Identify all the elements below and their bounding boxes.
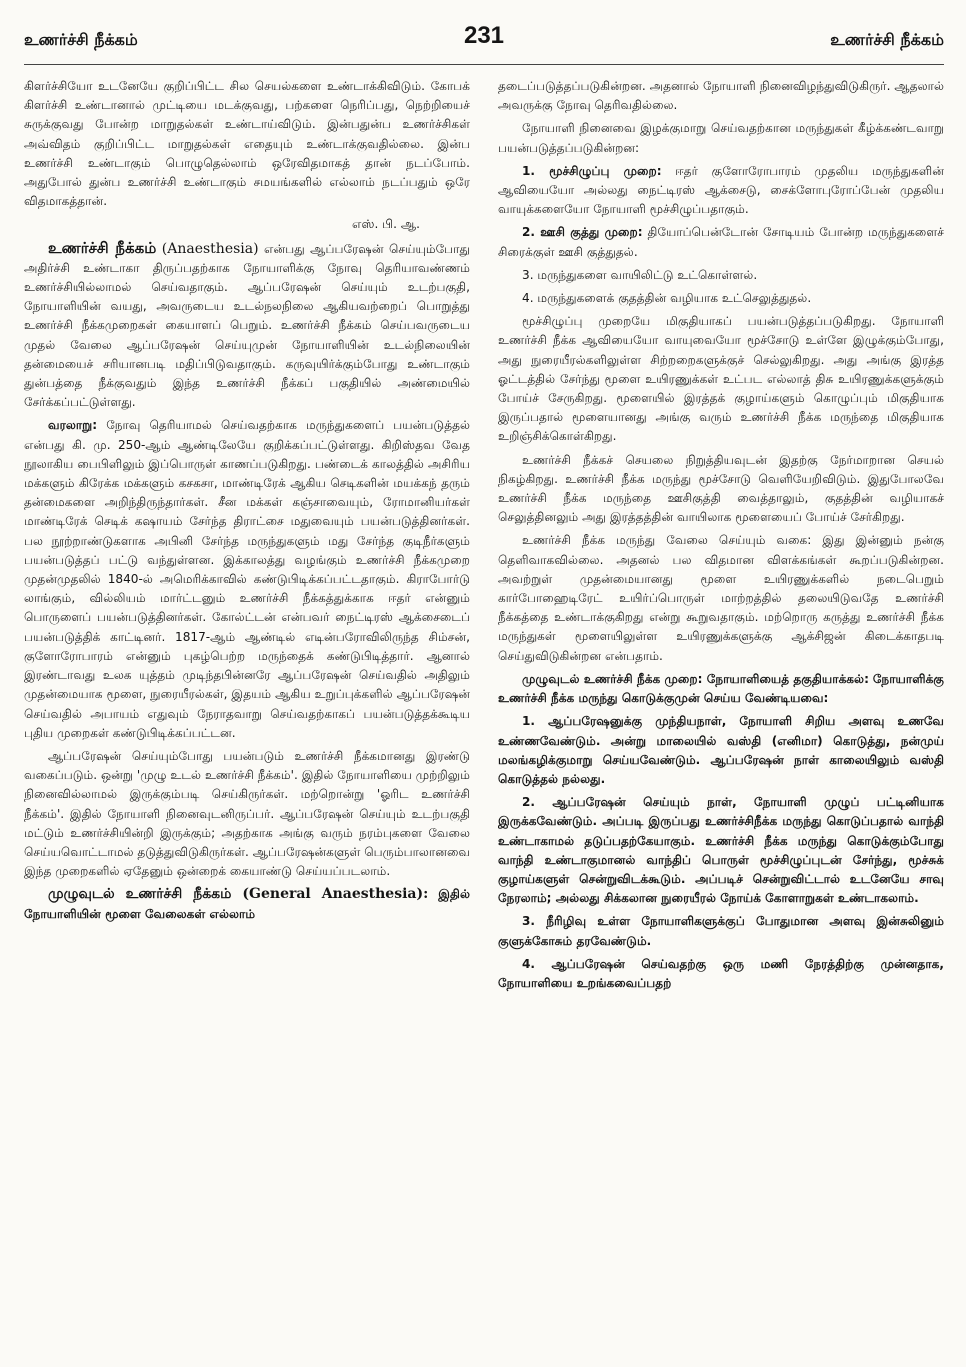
preparation-text: நோயாளிக்கு உணர்ச்சி நீக்க மருந்து கொடுக்குமுன் செய்ய வேண்டியவை: [498, 671, 944, 706]
paragraph-continued-right: தடைப்படுத்தப்படுகின்றன. அதனால் நோயாளி நினைவிழந்துவிடுகிருர். ஆதலால் அவருக்கு நோவு தெரிவதில்லை. [498, 79, 944, 113]
inhalation-paragraph: மூச்சிழுப்பு முறையே மிகுதியாகப் பயன்படுத்தப்படுகிறது. நோயாளி உணர்ச்சி நீக்க ஆவியையோ வாயுவையோ மூச்சோடு உள்ளே இழுக்கும்போது, அது நுரையீரல்களிலுள்ள சிற்றறைகளுக்குச் செல்லுகிறது. அது அங்கு இரத்த ஓட்டத்தில் சேர்ந்து மூளை உயிரணுக்கள் உட்பட எல்லாத் திசு உயிரணுக்களுக்கும் போய்ச் சேருகிறது. மூளையில் இரத்தக் குழாய்களும் கொழுப்பும் மிகுதியாக இருப்பதால் மூளையானது அங்கு வரும் உணர்ச்சி நீக்க மருந்தை மிகுதியாக உறிஞ்சிக்கொள்கிறது. [498, 314, 944, 444]
method-item-2-text: தியோப்பென்டோன் சோடியம் போன்ற மருந்துகளைச் சிரைக்குள் ஊசி குத்துதல். [498, 225, 944, 259]
header-title-left: உணர்ச்சி நீக்கம் [24, 30, 138, 49]
method-item-1-label: 1. மூச்சிழுப்பு முறை: [522, 163, 662, 178]
method-item-2-label: 2. ஊசி குத்து முறை: [522, 225, 643, 240]
methods-intro: நோயாளி நினைவை இழக்குமாறு செய்வதற்கான மருந்துகள் கீழ்க்கண்டவாறு பயன்படுத்தப்படுகின்றன: [498, 121, 944, 155]
method-item-1-text: ஈதர் குளோரோபாரம் முதலிய மருந்துகளின் ஆவியையோ அல்லது நைட்டிரஸ் ஆக்சைடு, சைக்ளோபுரோப்பேன் முதலிய வாயுக்களையோ நோயாளி மூச்சிழுப்பதாகும். [498, 163, 944, 217]
preparation-step-3: 3. நீரிழிவு உள்ள நோயாளிகளுக்குப் போதுமான அளவு இன்சுலினும் குளுக்கோசும் தரவேண்டும். [498, 914, 944, 948]
history-text: நோவு தெரியாமல் செய்வதற்காக மருந்துகளைப் பயன்படுத்தல் என்பது கி. மு. 250-ஆம் ஆண்டிலேயே குறிக்கப்பட்டுள்ளது. கிறிஸ்தவ வேத நூலாகிய பைபிளிலும் இப்பொருள் காணப்படுகிறது. பண்டைக் காலத்தில் அசிரிய மக்களும் கிரேக்க மக்களும் கசகசா, மாண்டிரேக் ஆகிய செடிகளின் மயக்கந் தரும் தன்மைகளை அறிந்திருந்தார்கள். சீன மக்கள் கஞ்சாவையும், ரோமானியர்கள் மாண்டிரேக் செடிக் கஷாயம் சேர்ந்த திராட்சை மதுவையும் பயன்படுத்தினர்கள். பல நூற்றாண்டுகளாக அபினி சேர்ந்த மருந்துகளும் மது சேர்ந்த குடிநீர்களும் பயன்படுத்தப் பட்டு வந்துள்ளன. இக்காலத்து வழங்கும் உணர்ச்சி நீக்கமுறை முதன்முதலில் 1840-ல் அமெரிக்காவில் கண்டுபிடிக்கப்பட்டதாகும். கிராபோர்டு லாங்கும், வில்லியம் மார்ட்டனும் உணர்ச்சி நீக்கத்துக்காக ஈதர் என்னும் பொருளைப் பயன்படுத்தினர்கள். கோல்ட்டன் என்பவர் நைட்டிரஸ் ஆக்சைடைப் பயன்படுத்திக் காட்டினர். 1817-ஆம் ஆண்டில் எடின்பரோவிலிருந்த சிம்சன், குளோரோபாரம் என்னும் புகழ்பெற்ற மருந்தைக் கண்டுபிடித்தார். ஆனால் இரண்டாவது உலக யுத்தம் முடிந்தபின்னரே ஆப்பரேஷன் செய்வதில் அதிலும் முதன்மையாக மூளை, நுரையீரல்கள், இதயம் ஆகிய உறுப்புக்களில் ஆப்பரேஷன் செய்வதில் அபாயம் எதுவும் நேராதவாறு செய்வதற்காகப் பயன்படுத்தக்கூடிய புதிய முறைகள் கண்டுபிடிக்கப்பட்டன. [24, 418, 470, 740]
author-initials: எஸ். பி. ஆ. [352, 217, 420, 232]
method-item-4: 4. மருந்துகளைக் குதத்தின் வழியாக உட்செலுத்துதல். [522, 291, 812, 306]
history-paragraph [24, 416, 470, 742]
preparation-paragraph [498, 670, 944, 708]
recovery-paragraph: உணர்ச்சி நீக்கச் செயலை நிறுத்தியவுடன் இதற்கு நேர்மாறான செயல் நிகழ்கிறது. உணர்ச்சி நீக்க மருந்து மூச்சோடு வெளியேறிவிடும். இதுபோலவே உணர்ச்சி நீக்க மருந்தை ஊசிகுத்தி வைத்தாலும், குதத்தின் வழியாகச் செலுத்தினலும் அது இரத்தத்தின் வாயிலாக மூளையைப் போய்ச் சேர்கிறது. [498, 452, 944, 525]
general-anaesthesia-subheading: முழுவுடல் உணர்ச்சி நீக்கம் (General Anaesthesia): [48, 886, 429, 903]
page-number: 231 [463, 22, 505, 49]
method-item-3: 3. மருந்துகளை வாயிலிட்டு உட்கொள்ளல். [522, 267, 758, 282]
left-column [24, 77, 470, 1367]
general-anaesthesia-paragraph [24, 885, 470, 923]
two-column-body [24, 77, 944, 1367]
header-title-right: உணர்ச்சி நீக்கம் [830, 30, 944, 49]
preparation-step-4: 4. ஆப்பரேஷன் செய்வதற்கு ஒரு மணி நேரத்திற்கு முன்னதாக, நோயாளியை உறங்கவைப்பதற் [498, 956, 944, 990]
preparation-step-1: 1. ஆப்பரேஷனுக்கு முந்தியநாள், நோயாளி சிறிய அளவு உணவே உண்ணவேண்டும். அன்று மாலையில் வஸ்தி (எனிமா) கொடுத்து, நன்முய் மலங்கழிக்குமாறு செய்யவேண்டும். ஆப்பரேஷன் நாள் காலையிலும் வஸ்தி கொடுத்தல் நல்லது. [498, 714, 944, 786]
general-anaesthesia-text: இதில் நோயாளியின் மூளை வேலைகள் எல்லாம் [24, 887, 470, 921]
article-heading-english: (Anaesthesia) [161, 240, 259, 257]
types-paragraph: ஆப்பரேஷன் செய்யும்போது பயன்படும் உணர்ச்சி நீக்கமானது இரண்டு வகைப்படும். ஒன்று 'முழு உடல் உணர்ச்சி நீக்கம்'. இதில் நோயாளியை முற்றிலும் நினைவில்லாமல் இருக்கும்படி செய்கிருர்கள். மற்றொன்று 'ஓரிட உணர்ச்சி நீக்கம்'. இதில் நோயாளி நினைவுடனிருப்பர். ஆப்பரேஷன் செய்யும் உடற்பகுதி மட்டும் உணர்ச்சியின்றி இருக்கும்; அதற்காக அங்கு வரும் நரம்புகளை வேலை செய்யவொட்டாமல் தடுத்துவிடுகிருர்கள். ஆப்பரேஷன்களுள் பெரும்பாலானவை இந்த முறைகளில் ஏதேனும் ஒன்றைக் கையாண்டு செய்யப்படலாம். [24, 748, 470, 879]
right-column [498, 77, 944, 1367]
mechanism-paragraph: உணர்ச்சி நீக்க மருந்து வேலை செய்யும் வகை: இது இன்னும் நன்கு தெளிவாகவில்லை. அதனல் பல விதமான விளக்கங்கள் கூறப்படுகின்றன. அவற்றுள் முதன்மையானது மூளை உயிரணுக்களில் நடைபெறும் கார்போஹைடிரேட் உயிர்ப்பொருள் மாற்றத்தில் தலையிடுவதே உணர்ச்சி நீக்கத்தை உண்டாக்குகிறது என்று கூறுவதாகும். மற்றொரு கருத்து உணர்ச்சி நீக்க மருந்துகள் மூளையிலுள்ள உயிரணுக்களுக்கு ஆக்சிஜன் கிடைக்காதபடி செய்துவிடுகின்றன என்பதாம். [498, 533, 944, 663]
article-intro-text: என்பது ஆப்பரேஷன் செய்யும்போது அதிர்ச்சி உண்டாகா திருப்பதற்காக நோயாளிக்கு நோவு தெரியாவண்ணம் உணர்ச்சியில்லாமல் செய்வதாகும். ஆப்பரேஷன் செய்யும் உடற்பகுதி, நோயாளியின் வயது, அவருடைய உடல்நலநிலை ஆகியவற்றைப் பொறுத்து உணர்ச்சி நீக்கமுறைகள் கையாளப் பெறும். உணர்ச்சி நீக்கம் செய்பவருடைய முதல் வேலை ஆப்பரேஷன் செய்யுமுன் நோயாளியின் உடல்நிலையின் தன்மையைச் சரியானபடி மதிப்பிடுவதாகும். கருவுயிர்க்கும்போது உண்டாகும் துன்பத்தை நீக்குவதும் இந்த உணர்ச்சி நீக்கப் பகுதியில் அண்மையில் சேர்க்கப்பட்டுள்ளது. [24, 241, 470, 410]
running-header [24, 24, 944, 65]
method-item-1 [498, 162, 944, 220]
method-item-2 [498, 223, 944, 261]
paragraph-continued: கிளர்ச்சியோ உடனேயே குறிப்பிட்ட சில செயல்களை உண்டாக்கிவிடும். கோபக் கிளர்ச்சி உண்டானால் முட்டியை மடக்குவது, பற்களை நெரிப்பது, நெற்றியைச் சுருக்குவது போன்ற மாறுதல்கள் உண்டாய்விடும். இன்பதுன்ப உணர்ச்சிகள் அவ்விதம் குறிப்பிட்ட மாறுதல்கள் எதையும் உண்டாக்குவதில்லை. இன்ப உணர்ச்சி உண்டாகும் பொழுதெல்லாம் ஒரேவிதமாகத் தான் நடப்போம். அதுபோல் துன்ப உணர்ச்சி உண்டாகும் சமயங்களில் எல்லாம் நடப்பதும் ஒரே விதமாகத்தான். [24, 79, 470, 209]
history-subheading: வரலாறு: [48, 418, 98, 433]
article-intro [24, 239, 470, 413]
article-heading: உணர்ச்சி நீக்கம் [48, 238, 157, 257]
preparation-subheading: முழுவுடல் உணர்ச்சி நீக்க முறை: நோயாளியைத் தகுதியாக்கல்: [522, 671, 869, 686]
preparation-step-2: 2. ஆப்பரேஷன் செய்யும் நாள், நோயாளி முழுப் பட்டினியாக இருக்கவேண்டும். அப்படி இருப்பது உணர்ச்சிநீக்க மருந்து கொடுப்பதால் வாந்தி உண்டாகாமல் தடுப்பதற்கேயாகும். உணர்ச்சி நீக்க மருந்து கொடுக்கும்போது வாந்தி உண்டாகுமானல் வாந்திப் பொருள் மூச்சிழுப்புடன் சேர்ந்து, மூச்சுக் குழாய்களுள் சென்றுவிடக்கூடும். அப்படிச் சென்றுவிட்டால் உடனேயே சாவு நேரலாம்; அல்லது சிக்கலான நுரையீரல் நோய்க் கோளாறுகள் உண்டாகலாம். [498, 795, 944, 906]
